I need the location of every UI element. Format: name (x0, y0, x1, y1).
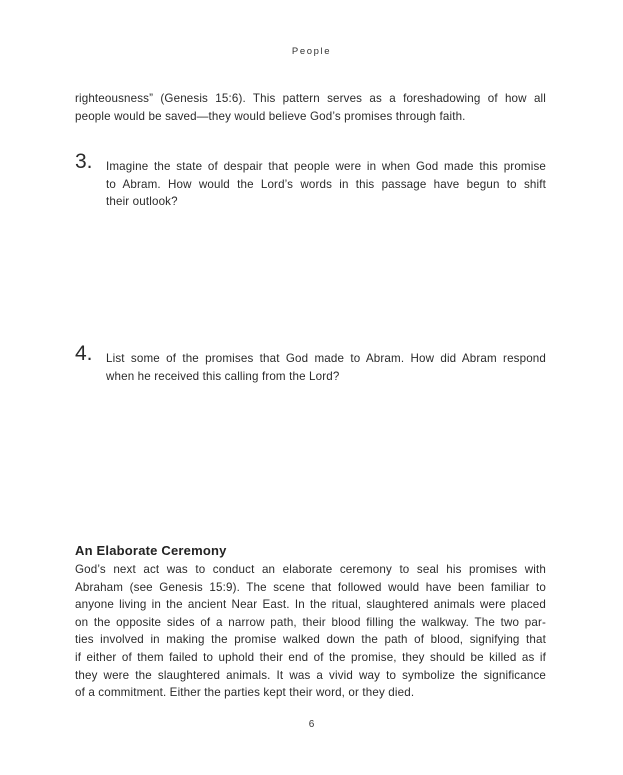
page-number: 6 (308, 719, 315, 730)
paragraph-line: they were the slaughtered animals. It was a vivid way to symbolize the significance (75, 668, 546, 682)
running-head: People (291, 46, 332, 57)
paragraph-line: ties involved in making the promise walked down the path of blood, signifying that (75, 633, 546, 647)
paragraph-line: anyone living in the ancient Near East. In the ritual, slaughtered animals were placed (75, 598, 546, 612)
paragraph-line: righteousness” (Genesis 15:6). This pattern serves as a foreshadowing of how all (75, 92, 546, 105)
paragraph-line: God’s next act was to conduct an elaborate ceremony to seal his promises with (75, 563, 546, 576)
question-line: their outlook? (106, 195, 178, 209)
section-paragraph (75, 561, 546, 702)
intro-paragraph (75, 90, 546, 125)
paragraph-line: on the opposite sides of a narrow path, their blood filling the walkway. The two par- (75, 615, 546, 629)
question-number: 3. (75, 150, 93, 173)
question-line: to Abram. How would the Lord’s words in this passage have begun to shift (106, 177, 546, 191)
paragraph-line: people would be saved—they would believe God’s promises through faith. (75, 109, 466, 123)
question-line: when he received this calling from the Lord? (106, 369, 340, 383)
question-line: Imagine the state of despair that people were in when God made this promise (106, 160, 546, 173)
paragraph-line: of a commitment. Either the parties kept their word, or they died. (75, 686, 415, 700)
question-text (106, 158, 546, 211)
question-number: 4. (75, 342, 93, 365)
section-heading: An Elaborate Ceremony (75, 543, 227, 558)
question-line: List some of the promises that God made to Abram. How did Abram respond (106, 352, 546, 365)
paragraph-line: if either of them failed to uphold their end of the promise, they should be killed as if (75, 650, 546, 664)
question-text (106, 350, 546, 385)
paragraph-line: Abraham (see Genesis 15:9). The scene that followed would have been familiar to (75, 580, 546, 594)
